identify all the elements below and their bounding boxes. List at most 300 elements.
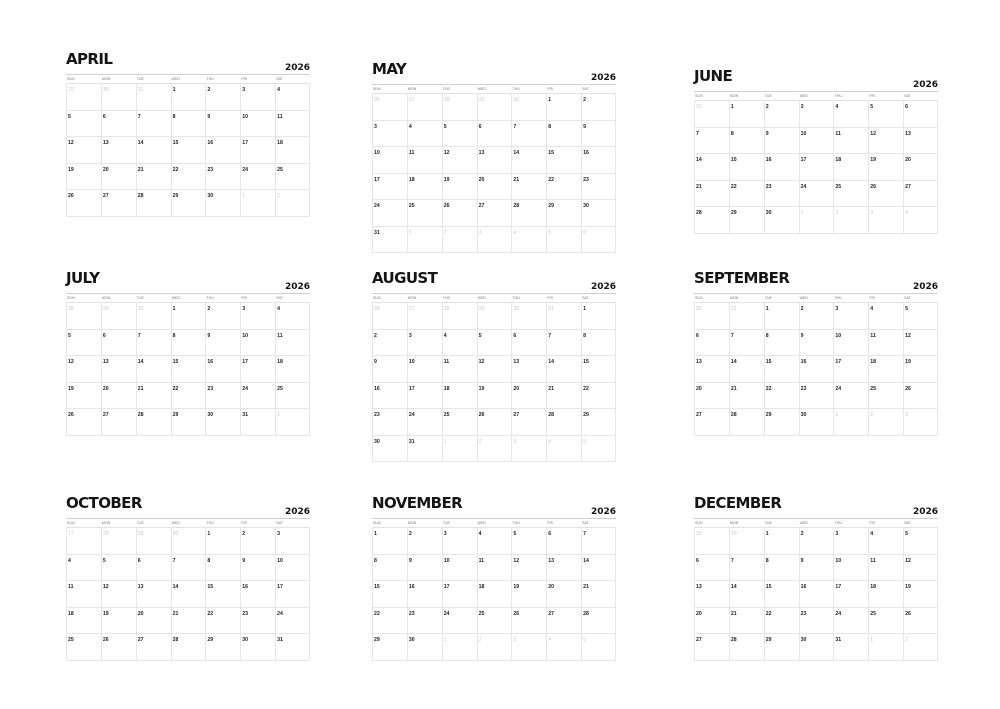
adjacent-day-cell: 30 — [511, 94, 546, 121]
day-cell: 22 — [581, 383, 616, 410]
day-cell: 21 — [136, 383, 171, 410]
day-cell: 31 — [372, 227, 407, 254]
day-cell: 31 — [407, 436, 442, 463]
weekday-header: SUN — [694, 294, 729, 303]
day-cell: 14 — [171, 581, 206, 608]
day-cell: 25 — [66, 634, 101, 661]
weekday-header: SUN — [66, 519, 101, 528]
weekday-header: TUE — [764, 519, 799, 528]
weekday-header: MON — [729, 294, 764, 303]
day-cell: 19 — [903, 356, 938, 383]
weekday-header: SUN — [694, 92, 729, 101]
day-cell: 13 — [477, 147, 512, 174]
adjacent-day-cell: 31 — [546, 303, 581, 330]
day-cell: 25 — [868, 383, 903, 410]
adjacent-day-cell: 4 — [511, 227, 546, 254]
month-header — [372, 58, 616, 84]
weekday-header: FRI — [240, 75, 275, 84]
adjacent-day-cell: 4 — [546, 436, 581, 463]
day-cell: 15 — [171, 137, 206, 164]
day-cell: 30 — [764, 207, 799, 234]
month-name: AUGUST — [372, 269, 438, 287]
adjacent-day-cell: 5 — [546, 227, 581, 254]
day-cell: 8 — [171, 111, 206, 138]
adjacent-day-cell: 30 — [511, 303, 546, 330]
weekday-header: FRI — [868, 294, 903, 303]
day-cell: 16 — [407, 581, 442, 608]
day-cell: 29 — [205, 634, 240, 661]
day-cell: 25 — [442, 409, 477, 436]
day-cell: 4 — [275, 303, 310, 330]
day-cell: 9 — [372, 356, 407, 383]
adjacent-day-cell: 30 — [694, 303, 729, 330]
day-cell: 20 — [477, 174, 512, 201]
day-cell: 25 — [477, 608, 512, 635]
weekday-header: SAT — [903, 92, 938, 101]
day-cell: 24 — [240, 383, 275, 410]
adjacent-day-cell: 27 — [66, 528, 101, 555]
day-cell: 11 — [275, 111, 310, 138]
month-grid — [372, 293, 616, 462]
weekday-header: SAT — [275, 519, 310, 528]
weekday-header: SAT — [581, 294, 616, 303]
day-cell: 19 — [903, 581, 938, 608]
day-cell: 26 — [66, 190, 101, 217]
weekday-header: THU — [833, 519, 868, 528]
day-cell: 5 — [903, 303, 938, 330]
day-cell: 11 — [66, 581, 101, 608]
day-cell: 22 — [729, 181, 764, 208]
day-cell: 2 — [764, 101, 799, 128]
day-cell: 1 — [581, 303, 616, 330]
day-cell: 23 — [240, 608, 275, 635]
day-cell: 10 — [372, 147, 407, 174]
month-grid — [66, 293, 310, 436]
weekday-header: MON — [729, 92, 764, 101]
weekday-header: WED — [171, 294, 206, 303]
adjacent-day-cell: 5 — [581, 436, 616, 463]
weekday-header: SUN — [372, 519, 407, 528]
day-cell: 8 — [205, 555, 240, 582]
day-cell: 29 — [171, 409, 206, 436]
day-cell: 1 — [729, 101, 764, 128]
weekday-header: SAT — [903, 294, 938, 303]
adjacent-day-cell: 1 — [868, 634, 903, 661]
day-cell: 12 — [66, 137, 101, 164]
weekday-header: SUN — [372, 85, 407, 94]
day-cell: 29 — [171, 190, 206, 217]
weekday-header: TUE — [764, 294, 799, 303]
month-name: JUNE — [694, 67, 733, 85]
month-april — [66, 48, 310, 217]
day-cell: 14 — [694, 154, 729, 181]
day-cell: 22 — [171, 383, 206, 410]
day-cell: 28 — [729, 409, 764, 436]
day-cell: 13 — [136, 581, 171, 608]
month-header — [66, 492, 310, 518]
day-cell: 13 — [694, 581, 729, 608]
day-cell: 6 — [546, 528, 581, 555]
day-cell: 11 — [407, 147, 442, 174]
day-cell: 4 — [833, 101, 868, 128]
adjacent-day-cell: 3 — [868, 207, 903, 234]
day-cell: 3 — [442, 528, 477, 555]
day-cell: 23 — [407, 608, 442, 635]
adjacent-day-cell: 2 — [275, 190, 310, 217]
day-cell: 7 — [694, 128, 729, 155]
day-cell: 18 — [477, 581, 512, 608]
month-header — [66, 48, 310, 74]
month-october — [66, 492, 310, 661]
weekday-header: SAT — [275, 294, 310, 303]
day-cell: 22 — [546, 174, 581, 201]
month-year: 2026 — [590, 73, 616, 83]
adjacent-day-cell: 28 — [101, 528, 136, 555]
adjacent-day-cell: 28 — [442, 303, 477, 330]
day-cell: 28 — [546, 409, 581, 436]
day-cell: 14 — [136, 137, 171, 164]
weekday-header: WED — [799, 92, 834, 101]
day-cell: 22 — [764, 608, 799, 635]
day-cell: 12 — [101, 581, 136, 608]
weekday-header: SUN — [66, 75, 101, 84]
month-august — [372, 267, 616, 462]
day-cell: 24 — [407, 409, 442, 436]
day-cell: 7 — [171, 555, 206, 582]
weekday-header: THU — [511, 519, 546, 528]
day-cell: 15 — [764, 581, 799, 608]
month-name: OCTOBER — [66, 494, 142, 512]
weekday-header: TUE — [136, 294, 171, 303]
weekday-header: THU — [511, 294, 546, 303]
day-cell: 14 — [581, 555, 616, 582]
day-cell: 18 — [442, 383, 477, 410]
day-cell: 18 — [275, 137, 310, 164]
day-cell: 5 — [442, 121, 477, 148]
day-cell: 24 — [833, 383, 868, 410]
day-cell: 16 — [240, 581, 275, 608]
weekday-header: WED — [171, 519, 206, 528]
day-cell: 23 — [372, 409, 407, 436]
day-cell: 23 — [205, 164, 240, 191]
day-cell: 18 — [66, 608, 101, 635]
day-cell: 1 — [171, 303, 206, 330]
adjacent-day-cell: 30 — [171, 528, 206, 555]
day-cell: 3 — [407, 330, 442, 357]
weekday-header: FRI — [240, 294, 275, 303]
day-cell: 23 — [581, 174, 616, 201]
month-header — [694, 65, 938, 91]
month-may — [372, 58, 616, 253]
adjacent-day-cell: 1 — [442, 436, 477, 463]
day-cell: 22 — [372, 608, 407, 635]
weekday-header: FRI — [240, 519, 275, 528]
adjacent-day-cell: 6 — [581, 227, 616, 254]
day-cell: 27 — [511, 409, 546, 436]
day-cell: 27 — [477, 200, 512, 227]
day-cell: 15 — [729, 154, 764, 181]
month-header — [372, 492, 616, 518]
month-june — [694, 65, 938, 234]
day-cell: 3 — [240, 303, 275, 330]
day-cell: 20 — [546, 581, 581, 608]
day-cell: 8 — [372, 555, 407, 582]
day-cell: 12 — [903, 330, 938, 357]
day-cell: 30 — [799, 634, 834, 661]
day-cell: 10 — [240, 330, 275, 357]
day-cell: 29 — [546, 200, 581, 227]
day-cell: 13 — [101, 137, 136, 164]
day-cell: 2 — [799, 528, 834, 555]
weekday-header: TUE — [764, 92, 799, 101]
day-cell: 18 — [868, 356, 903, 383]
adjacent-day-cell: 29 — [477, 94, 512, 121]
day-cell: 6 — [101, 111, 136, 138]
day-cell: 20 — [136, 608, 171, 635]
day-cell: 5 — [868, 101, 903, 128]
day-cell: 2 — [205, 303, 240, 330]
day-cell: 18 — [833, 154, 868, 181]
day-cell: 26 — [903, 383, 938, 410]
day-cell: 27 — [136, 634, 171, 661]
day-cell: 1 — [372, 528, 407, 555]
day-cell: 29 — [729, 207, 764, 234]
day-cell: 21 — [171, 608, 206, 635]
day-cell: 5 — [511, 528, 546, 555]
day-cell: 13 — [511, 356, 546, 383]
adjacent-day-cell: 29 — [136, 528, 171, 555]
day-cell: 2 — [407, 528, 442, 555]
adjacent-day-cell: 29 — [101, 303, 136, 330]
day-cell: 3 — [275, 528, 310, 555]
day-cell: 19 — [66, 164, 101, 191]
day-cell: 9 — [407, 555, 442, 582]
adjacent-day-cell: 2 — [903, 634, 938, 661]
weekday-header: TUE — [442, 519, 477, 528]
weekday-header: FRI — [546, 85, 581, 94]
day-cell: 24 — [442, 608, 477, 635]
day-cell: 7 — [729, 555, 764, 582]
weekday-header: SAT — [581, 85, 616, 94]
weekday-header: TUE — [442, 85, 477, 94]
day-cell: 27 — [101, 190, 136, 217]
day-cell: 24 — [275, 608, 310, 635]
day-cell: 17 — [799, 154, 834, 181]
day-cell: 6 — [694, 330, 729, 357]
day-cell: 6 — [511, 330, 546, 357]
day-cell: 27 — [694, 634, 729, 661]
day-cell: 30 — [407, 634, 442, 661]
day-cell: 29 — [581, 409, 616, 436]
day-cell: 26 — [868, 181, 903, 208]
day-cell: 28 — [136, 190, 171, 217]
day-cell: 10 — [833, 330, 868, 357]
adjacent-day-cell: 30 — [729, 528, 764, 555]
month-december — [694, 492, 938, 661]
day-cell: 11 — [868, 555, 903, 582]
day-cell: 11 — [477, 555, 512, 582]
weekday-header: THU — [205, 519, 240, 528]
day-cell: 19 — [101, 608, 136, 635]
day-cell: 12 — [442, 147, 477, 174]
day-cell: 13 — [101, 356, 136, 383]
day-cell: 19 — [868, 154, 903, 181]
adjacent-day-cell: 1 — [407, 227, 442, 254]
day-cell: 31 — [833, 634, 868, 661]
day-cell: 5 — [66, 330, 101, 357]
day-cell: 23 — [799, 383, 834, 410]
day-cell: 28 — [511, 200, 546, 227]
day-cell: 12 — [511, 555, 546, 582]
day-cell: 25 — [833, 181, 868, 208]
day-cell: 17 — [833, 356, 868, 383]
weekday-header: SUN — [372, 294, 407, 303]
weekday-header: MON — [729, 519, 764, 528]
day-cell: 20 — [903, 154, 938, 181]
day-cell: 10 — [799, 128, 834, 155]
day-cell: 10 — [442, 555, 477, 582]
adjacent-day-cell: 29 — [66, 84, 101, 111]
weekday-header: WED — [477, 85, 512, 94]
adjacent-day-cell: 1 — [799, 207, 834, 234]
day-cell: 6 — [101, 330, 136, 357]
day-cell: 17 — [240, 137, 275, 164]
weekday-header: THU — [205, 75, 240, 84]
month-grid — [66, 74, 310, 217]
day-cell: 26 — [101, 634, 136, 661]
day-cell: 4 — [868, 528, 903, 555]
day-cell: 24 — [240, 164, 275, 191]
weekday-header: THU — [833, 294, 868, 303]
day-cell: 4 — [407, 121, 442, 148]
day-cell: 27 — [101, 409, 136, 436]
day-cell: 2 — [581, 94, 616, 121]
adjacent-day-cell: 4 — [546, 634, 581, 661]
day-cell: 9 — [205, 330, 240, 357]
adjacent-day-cell: 2 — [442, 227, 477, 254]
day-cell: 12 — [477, 356, 512, 383]
month-grid — [694, 293, 938, 436]
day-cell: 5 — [477, 330, 512, 357]
day-cell: 11 — [833, 128, 868, 155]
month-year: 2026 — [590, 282, 616, 292]
adjacent-day-cell: 27 — [407, 94, 442, 121]
day-cell: 8 — [581, 330, 616, 357]
day-cell: 8 — [764, 330, 799, 357]
adjacent-day-cell: 30 — [136, 303, 171, 330]
day-cell: 23 — [799, 608, 834, 635]
day-cell: 19 — [477, 383, 512, 410]
day-cell: 15 — [171, 356, 206, 383]
day-cell: 8 — [546, 121, 581, 148]
day-cell: 2 — [240, 528, 275, 555]
month-year: 2026 — [284, 282, 310, 292]
month-name: DECEMBER — [694, 494, 782, 512]
month-year: 2026 — [284, 63, 310, 73]
day-cell: 1 — [205, 528, 240, 555]
day-cell: 3 — [240, 84, 275, 111]
adjacent-day-cell: 31 — [729, 303, 764, 330]
day-cell: 17 — [442, 581, 477, 608]
day-cell: 28 — [136, 409, 171, 436]
day-cell: 7 — [136, 330, 171, 357]
month-year: 2026 — [912, 80, 938, 90]
day-cell: 17 — [275, 581, 310, 608]
day-cell: 17 — [407, 383, 442, 410]
day-cell: 13 — [546, 555, 581, 582]
day-cell: 23 — [205, 383, 240, 410]
weekday-header: WED — [477, 294, 512, 303]
day-cell: 22 — [205, 608, 240, 635]
day-cell: 16 — [764, 154, 799, 181]
adjacent-day-cell: 26 — [372, 94, 407, 121]
day-cell: 10 — [833, 555, 868, 582]
day-cell: 31 — [275, 634, 310, 661]
month-july — [66, 267, 310, 436]
day-cell: 17 — [372, 174, 407, 201]
weekday-header: FRI — [868, 92, 903, 101]
day-cell: 14 — [546, 356, 581, 383]
month-grid — [372, 84, 616, 253]
month-header — [66, 267, 310, 293]
day-cell: 30 — [581, 200, 616, 227]
day-cell: 26 — [903, 608, 938, 635]
adjacent-day-cell: 29 — [694, 528, 729, 555]
day-cell: 9 — [581, 121, 616, 148]
day-cell: 2 — [372, 330, 407, 357]
day-cell: 16 — [799, 356, 834, 383]
day-cell: 20 — [694, 608, 729, 635]
weekday-header: SAT — [581, 519, 616, 528]
day-cell: 19 — [511, 581, 546, 608]
day-cell: 1 — [764, 528, 799, 555]
day-cell: 27 — [694, 409, 729, 436]
adjacent-day-cell: 31 — [136, 84, 171, 111]
day-cell: 23 — [764, 181, 799, 208]
month-grid — [694, 518, 938, 661]
day-cell: 7 — [729, 330, 764, 357]
day-cell: 13 — [903, 128, 938, 155]
day-cell: 27 — [903, 181, 938, 208]
adjacent-day-cell: 2 — [868, 409, 903, 436]
month-year: 2026 — [284, 507, 310, 517]
adjacent-day-cell: 4 — [903, 207, 938, 234]
weekday-header: WED — [171, 75, 206, 84]
day-cell: 1 — [171, 84, 206, 111]
day-cell: 7 — [136, 111, 171, 138]
weekday-header: WED — [799, 294, 834, 303]
day-cell: 10 — [407, 356, 442, 383]
day-cell: 16 — [372, 383, 407, 410]
day-cell: 30 — [799, 409, 834, 436]
day-cell: 11 — [275, 330, 310, 357]
day-cell: 14 — [729, 356, 764, 383]
weekday-header: TUE — [136, 519, 171, 528]
weekday-header: FRI — [546, 294, 581, 303]
adjacent-day-cell: 1 — [833, 409, 868, 436]
day-cell: 24 — [833, 608, 868, 635]
day-cell: 30 — [205, 409, 240, 436]
day-cell: 8 — [729, 128, 764, 155]
weekday-header: SUN — [66, 294, 101, 303]
month-year: 2026 — [590, 507, 616, 517]
day-cell: 3 — [833, 303, 868, 330]
weekday-header: THU — [205, 294, 240, 303]
day-cell: 19 — [442, 174, 477, 201]
weekday-header: MON — [407, 85, 442, 94]
day-cell: 25 — [407, 200, 442, 227]
month-september — [694, 267, 938, 436]
